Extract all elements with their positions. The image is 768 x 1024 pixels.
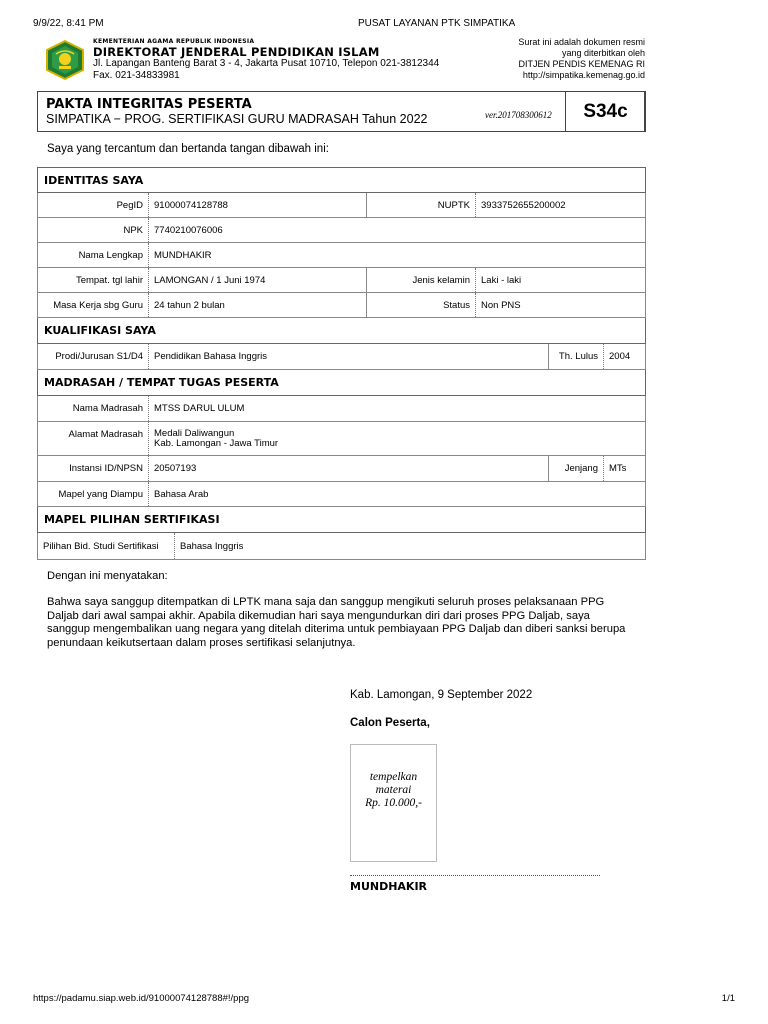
kemenag-logo-icon xyxy=(45,40,85,80)
section-mapel-pilihan: MAPEL PILIHAN SERTIFIKASI xyxy=(37,507,646,533)
row-pegid xyxy=(37,193,646,218)
instansi-value: 20507193 xyxy=(148,456,548,481)
row-ttl xyxy=(37,268,646,293)
row-instansi xyxy=(37,456,646,482)
declaration-lead: Dengan ini menyatakan: xyxy=(47,570,168,582)
print-url: https://padamu.siap.web.id/91000074128788#!/ppg xyxy=(33,993,250,1004)
row-pilihan-studi xyxy=(37,533,646,560)
note-line: Surat ini adalah dokumen resmi xyxy=(518,37,645,47)
madrasah-nama-label: Nama Madrasah xyxy=(72,403,143,414)
alamat-line: Medali Daliwangun xyxy=(154,428,235,439)
mapel-value: Bahasa Arab xyxy=(148,482,646,506)
version-label: ver.201708300612 xyxy=(485,110,552,120)
nuptk-label: NUPTK xyxy=(366,193,475,217)
lulus-label: Th. Lulus xyxy=(548,344,603,369)
mapel-label: Mapel yang Diampu xyxy=(58,488,143,500)
madrasah-alamat-value xyxy=(148,422,646,455)
stamp-line: Rp. 10.000,- xyxy=(365,796,422,809)
madrasah-nama-value: MTSS DARUL ULUM xyxy=(148,396,646,421)
print-datetime: 9/9/22, 8:41 PM xyxy=(33,18,104,29)
row-masa-kerja xyxy=(37,293,646,318)
note-line: DITJEN PENDIS KEMENAG RI xyxy=(518,59,645,69)
jk-value: Laki - laki xyxy=(475,268,646,292)
row-prodi xyxy=(37,344,646,370)
note-line: yang diterbitkan oleh xyxy=(561,48,645,58)
declaration-line: penundaan keikutsertaan dalam proses sertifikasi selanjutnya. xyxy=(47,636,356,649)
ttl-value: LAMONGAN / 1 Juni 1974 xyxy=(148,268,366,292)
row-alamat-madrasah xyxy=(37,422,646,456)
declaration-line: sanggup mengembalikan uang negara yang ditelah diterima untuk pembiayaan PPG Daljab dan diberi sanksi berupa xyxy=(47,623,626,635)
signer-name: MUNDHAKIR xyxy=(350,880,428,893)
declaration-line: Bahwa saya sanggup ditempatkan di LPTK mana saja dan sanggup mengikuti seluruh proses pelaksanaan PPG xyxy=(47,596,605,608)
fax-line: Fax. 021-34833981 xyxy=(93,69,180,81)
jk-label: Jenis kelamin xyxy=(366,268,475,292)
nama-value: MUNDHAKIR xyxy=(148,243,646,267)
pilihan-value: Bahasa Inggris xyxy=(174,533,646,559)
jenjang-value: MTs xyxy=(603,456,646,481)
status-value: Non PNS xyxy=(475,293,646,317)
note-link[interactable]: http://simpatika.kemenag.go.id xyxy=(522,70,645,80)
section-madrasah: MADRASAH / TEMPAT TUGAS PESERTA xyxy=(37,370,646,396)
instansi-label: Instansi ID/NPSN xyxy=(69,463,143,474)
declaration-line: Daljab dari awal sampai akhir. Apabila dikemudian hari saya mengundurkan diri dari proses PPG Daljab, saya xyxy=(47,609,590,622)
masa-value: 24 tahun 2 bulan xyxy=(148,293,366,317)
print-title: PUSAT LAYANAN PTK SIMPATIKA xyxy=(358,18,516,29)
pegid-value: 91000074128788 xyxy=(148,193,366,217)
official-document-note xyxy=(518,37,645,81)
masa-label: Masa Kerja sbg Guru xyxy=(53,299,143,311)
ministry-name: KEMENTERIAN AGAMA REPUBLIK INDONESIA xyxy=(93,38,255,45)
lulus-value: 2004 xyxy=(603,344,646,369)
document-subtitle: SIMPATIKA − PROG. SERTIFIKASI GURU MADRASAH Tahun 2022 xyxy=(46,112,428,126)
status-label: Status xyxy=(366,293,475,317)
letterhead-address xyxy=(93,58,439,81)
place-date: Kab. Lamongan, 9 September 2022 xyxy=(350,689,533,701)
row-nama xyxy=(37,243,646,268)
document-title: PAKTA INTEGRITAS PESERTA xyxy=(46,97,252,112)
nama-label: Nama Lengkap xyxy=(78,249,143,261)
stamp-line: materai xyxy=(375,783,412,796)
nuptk-value: 3933752655200002 xyxy=(475,193,646,217)
pegid-label: PegID xyxy=(116,199,143,211)
madrasah-alamat-label: Alamat Madrasah xyxy=(68,429,143,440)
ttl-label: Tempat. tgl lahir xyxy=(75,274,143,286)
title-box xyxy=(37,91,645,132)
section-kualifikasi: KUALIFIKASI SAYA xyxy=(37,318,646,344)
row-mapel-diampu xyxy=(37,482,646,507)
row-nama-madrasah xyxy=(37,396,646,422)
prodi-label: Prodi/Jurusan S1/D4 xyxy=(55,351,143,362)
row-npk xyxy=(37,218,646,243)
page-number: 1/1 xyxy=(721,993,735,1004)
alamat-line: Kab. Lamongan - Jawa Timur xyxy=(154,438,279,449)
section-identitas: IDENTITAS SAYA xyxy=(37,167,646,193)
stamp-duty-box xyxy=(350,744,437,862)
signer-role: Calon Peserta, xyxy=(350,717,430,729)
declaration-text xyxy=(47,596,636,650)
form-code: S34c xyxy=(565,91,646,132)
directorate-name: DIREKTORAT JENDERAL PENDIDIKAN ISLAM xyxy=(93,45,380,59)
pilihan-label: Pilihan Bid. Studi Sertifikasi xyxy=(43,540,159,552)
npk-value: 7740210076006 xyxy=(148,218,646,242)
prodi-value: Pendidikan Bahasa Inggris xyxy=(148,344,548,369)
address-line: Jl. Lapangan Banteng Barat 3 - 4, Jakarta Pusat 10710, Telepon 021-3812344 xyxy=(93,58,440,69)
npk-label: NPK xyxy=(123,224,143,236)
signature-line xyxy=(350,875,600,876)
stamp-line: tempelkan xyxy=(369,770,418,783)
intro-text: Saya yang tercantum dan bertanda tangan dibawah ini: xyxy=(47,143,329,155)
jenjang-label: Jenjang xyxy=(548,456,603,481)
